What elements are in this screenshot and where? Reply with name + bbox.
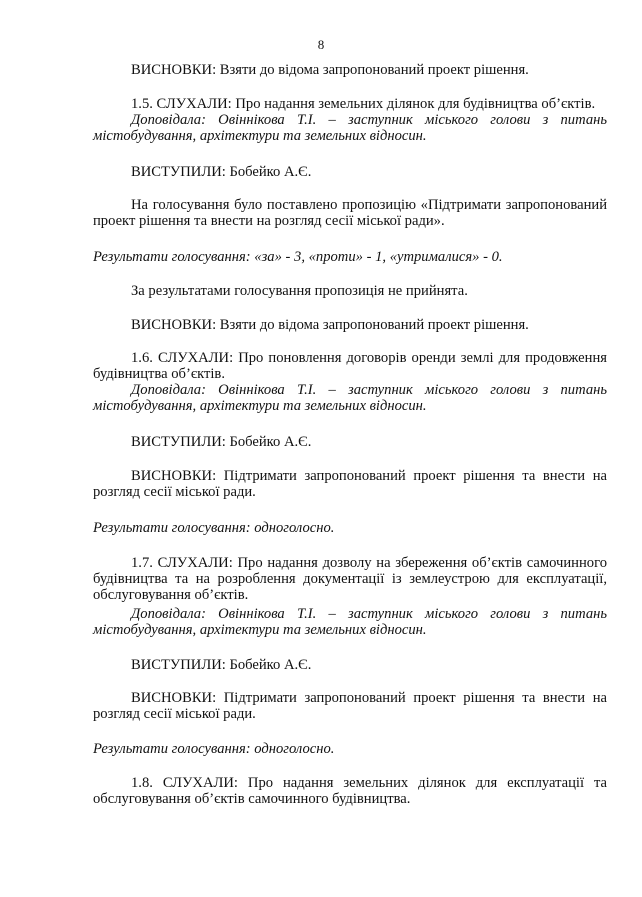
- spoke-item-1-6: ВИСТУПИЛИ: Бобейко А.Є.: [131, 434, 312, 450]
- spoke-item-1-7: ВИСТУПИЛИ: Бобейко А.Є.: [131, 657, 312, 673]
- conclusions-1-5: ВИСНОВКИ: Взяти до відома запропонований проект рішення.: [131, 317, 529, 333]
- conclusions-1-6: ВИСНОВКИ: Підтримати запропонований проект рішення та внести на розгляд сесії міської ради.: [93, 468, 607, 500]
- heard-item-1-7: 1.7. СЛУХАЛИ: Про надання дозволу на збереження об’єктів самочинного будівництва та на розроблення документації із землеустрою для експлуатації, обслуговування об’єктів.: [93, 555, 607, 603]
- heard-item-1-5: 1.5. СЛУХАЛИ: Про надання земельних ділянок для будівництва об’єктів.: [131, 96, 596, 112]
- vote-result-1-5: Результати голосування: «за» - 3, «проти» - 1, «утрималися» - 0.: [93, 249, 503, 265]
- vote-result-1-6: Результати голосування: одноголосно.: [93, 520, 335, 536]
- proposal-item-1-5: На голосування було поставлено пропозицію «Підтримати запропонований проект рішення та внести на розгляд сесії міської ради».: [93, 197, 607, 229]
- speaker-item-1-5: Доповідала: Овіннікова Т.І. – заступник міського голови з питань містобудування, архітектури та земельних відносин.: [93, 112, 607, 144]
- speaker-item-1-7: Доповідала: Овіннікова Т.І. – заступник міського голови з питань містобудування, архітектури та земельних відносин.: [93, 606, 607, 638]
- conclusions-1-7: ВИСНОВКИ: Підтримати запропонований проект рішення та внести на розгляд сесії міської ради.: [93, 690, 607, 722]
- heard-item-1-6: 1.6. СЛУХАЛИ: Про поновлення договорів оренди землі для продовження будівництва об’єктів.: [93, 350, 607, 382]
- speaker-item-1-6: Доповідала: Овіннікова Т.І. – заступник міського голови з питань містобудування, архітектури та земельних відносин.: [93, 382, 607, 414]
- conclusions-1-4: ВИСНОВКИ: Взяти до відома запропонований проект рішення.: [131, 62, 529, 78]
- vote-result-1-7: Результати голосування: одноголосно.: [93, 741, 335, 757]
- spoke-item-1-5: ВИСТУПИЛИ: Бобейко А.Є.: [131, 164, 312, 180]
- vote-outcome-1-5: За результатами голосування пропозиція не прийнята.: [131, 283, 468, 299]
- page-number: 8: [317, 37, 325, 52]
- heard-item-1-8: 1.8. СЛУХАЛИ: Про надання земельних ділянок для експлуатації та обслуговування об’єктів самочинного будівництва.: [93, 775, 607, 807]
